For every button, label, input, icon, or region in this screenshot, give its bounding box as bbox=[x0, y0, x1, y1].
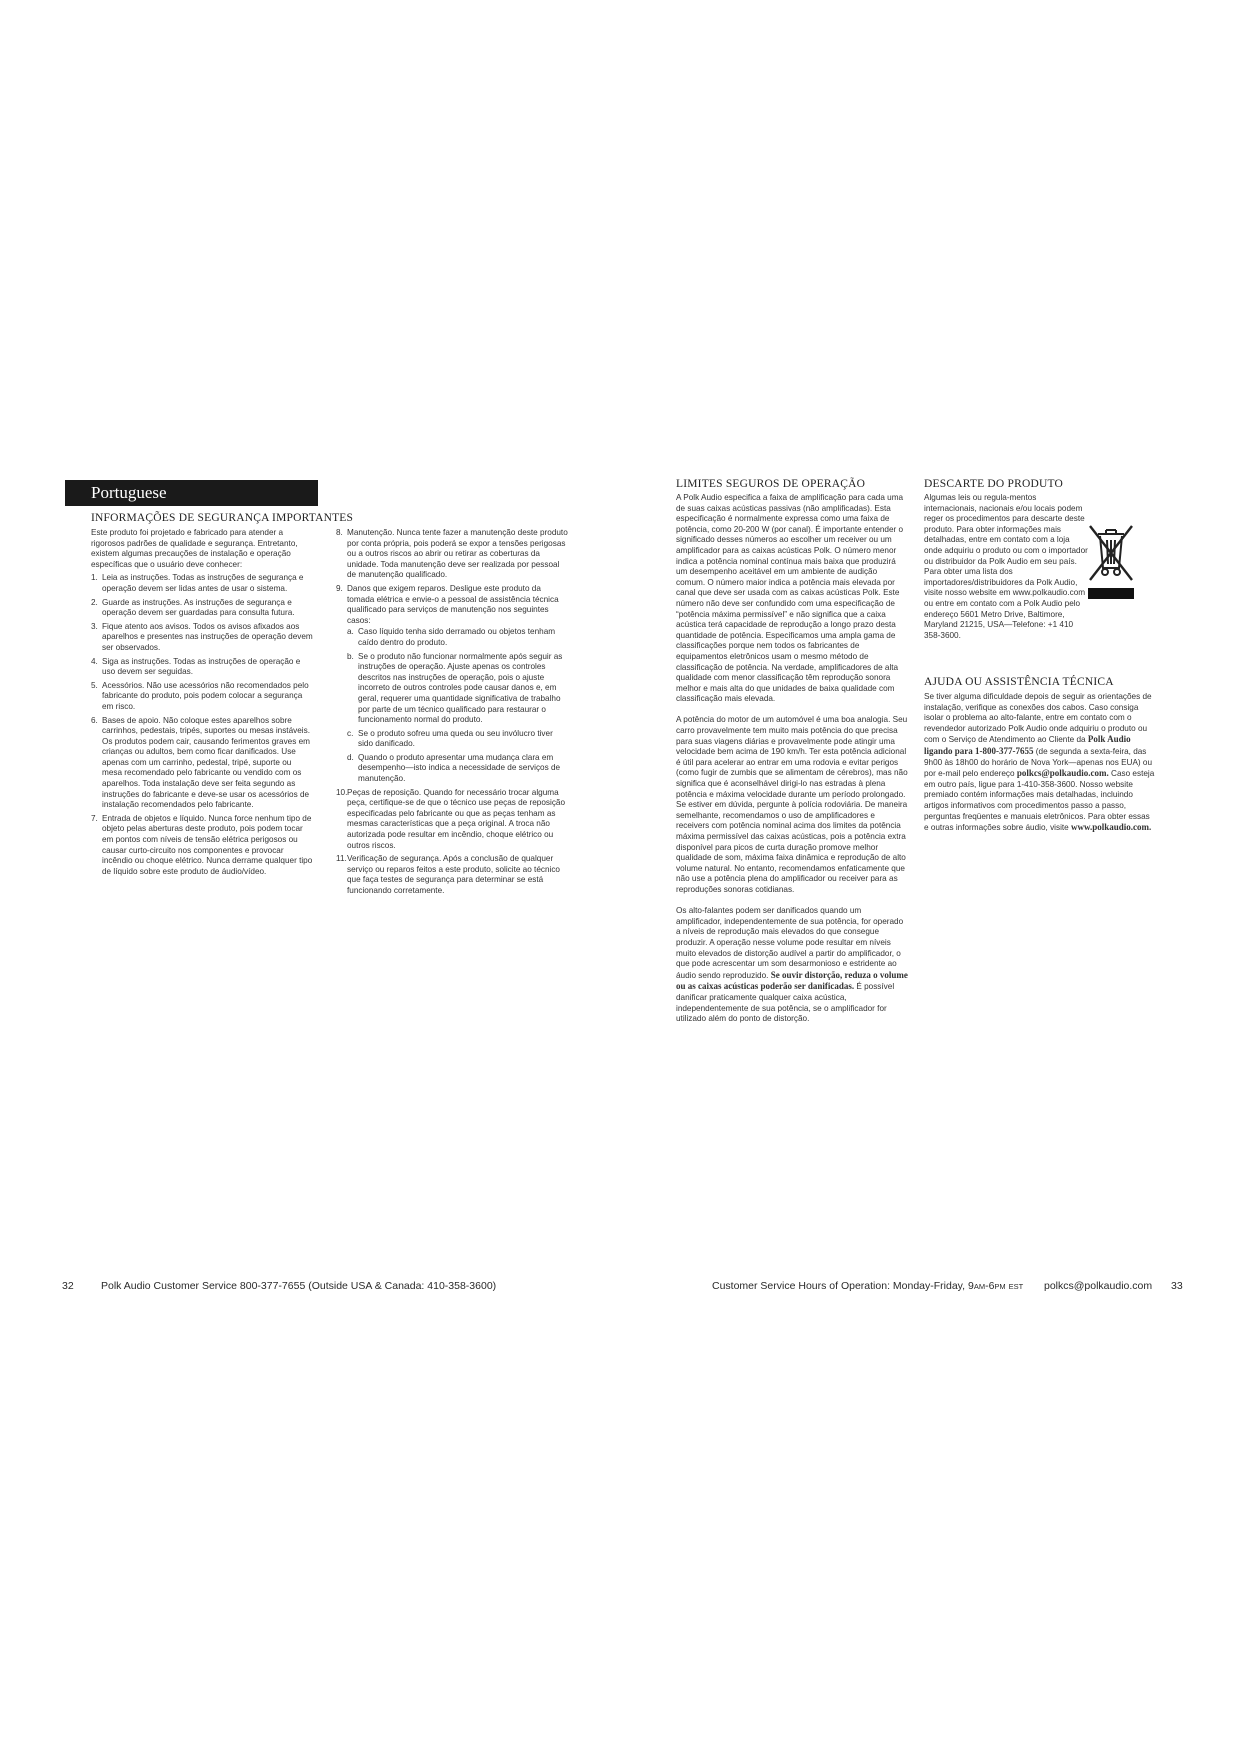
website-link[interactable]: www.polkaudio.com. bbox=[1071, 822, 1152, 833]
help-title: AJUDA OU ASSISTÊNCIA TÉCNICA bbox=[924, 676, 1114, 688]
safety-list-2 bbox=[336, 528, 570, 897]
limits-text bbox=[676, 493, 908, 1025]
sub-item: b. Se o produto não funcionar normalmente após seguir as instruções de operação. Ajuste apenas os controles descritos nas instruções de operação, pois o ajuste incorreto de outros controles pode causar danos e, em geral, requerer uma quantidade significativa de trabalho por parte de um técnico qualificado para restaurar o funcionamento normal do produto. bbox=[347, 651, 563, 725]
disposal-title: DESCARTE DO PRODUTO bbox=[924, 478, 1063, 490]
list-item: 7. Entrada de objetos e líquido. Nunca force nenhum tipo de objeto pelas aberturas deste produto, pois podem tocar em pontos com níveis de tensão elétrica perigosos ou causar curto-circuito nos componentes e provocar incêndio ou choque elétrico. Nunca derrame qualquer tipo de líquido sobre este produto de áudio/vídeo. bbox=[91, 813, 313, 876]
left-footer-service: Polk Audio Customer Service 800-377-7655 (Outside USA & Canada: 410-358-3600) bbox=[101, 1280, 497, 1292]
footer-email-link[interactable]: polkcs@polkaudio.com bbox=[1044, 1280, 1153, 1292]
list-item: 11. Verificação de segurança. Após a conclusão de qualquer serviço ou reparos feitos a este produto, solicite ao técnico que faça testes de segurança para determinar se está funcionando corretamente. bbox=[336, 854, 560, 895]
support-email-link[interactable]: polkcs@polkaudio.com. bbox=[1016, 768, 1109, 779]
safety-title: INFORMAÇÕES DE SEGURANÇA IMPORTANTES bbox=[91, 512, 354, 524]
damage-sublist bbox=[347, 627, 570, 784]
list-item: 5. Acessórios. Não use acessórios não recomendados pelo fabricante do produto, pois podem colocar a segurança em risco. bbox=[91, 680, 309, 711]
list-item: 8. Manutenção. Nunca tente fazer a manutenção deste produto por conta própria, pois poderá se expor a tensões perigosas ou a outros riscos ao abrir ou retirar as coberturas da unidade. Toda manutenção deve ser realizada por pessoal de manutenção qualificado. bbox=[336, 528, 568, 580]
left-page-number: 32 bbox=[62, 1280, 74, 1292]
right-footer-hours: Customer Service Hours of Operation: Monday-Friday, 9AM-6PM EST bbox=[712, 1280, 1024, 1292]
safety-list-1 bbox=[91, 573, 313, 877]
list-item: 6. Bases de apoio. Não coloque estes aparelhos sobre carrinhos, pedestais, tripés, suportes ou mesas instáveis. Os produtos podem cair, causando ferimentos graves em crianças ou adultos, bem como ficar danificados. Use apenas com um carrinho, pedestal, tripé, suporte ou mesa recomendado pelo fabricante ou vendido com os aparelhos. Toda instalação deve ser feita segundo as instruções do fabricante e deve-se usar os acessórios de instalação recomendados pelo fabricante. bbox=[91, 715, 310, 810]
list-item: 3. Fique atento aos avisos. Todos os avisos afixados aos aparelhos e presentes nas instruções de operação devem ser observados. bbox=[91, 621, 313, 652]
limits-paragraph-2: A potência do motor de um automóvel é uma boa analogia. Seu carro provavelmente tem muito mais potência do que precisa para suas viagens diárias e provavelmente pode atingir uma velocidade bem acima de 190 km/h. Ter esta potência adicional é útil para acelerar ao entrar em uma rodovia e evitar perigos (como fugir de zumbis que se alimentam de cérebros), mas não significa que é aconselhável dirigi-lo nas estradas à plena potência e máxima velocidade durante um período prolongado. Se estiver em dúvida, pergunte à polícia rodoviária. De maneira semelhante, recomendamos o uso de amplificadores e receivers com potência nominal acima dos limites da potência máxima permissível das caixas acústicas, pois a potência extra disponível para picos de curta duração promove melhor qualidade de som, máxima faixa dinâmica e reprodução de alto volume natural. No entanto, recomendamos enfaticamente que não use a potência plena do amplificador ou receiver para as reproduções sonoras cotidianas. bbox=[676, 715, 908, 894]
language-tab bbox=[65, 480, 318, 506]
limits-paragraph-1: A Polk Audio especifica a faixa de amplificação para cada uma de suas caixas acústicas passivas (não amplificadas). Esta especificação é normalmente expressa como uma faixa de potência, como 20-200 W (por canal). É importante entender o significado desses números ao escolher um receiver ou um amplificador para as caixas acústicas Polk. O número menor indica a potência nominal contínua mais baixa que produzirá um desempenho aceitável em um ambiente de audição comum. O número maior indica a potência mais elevada por canal que deve ser usada com as caixas acústicas Polk. Este número não deve ser confundido com uma especificação de “potência máxima permissível” e não significa que a caixa acústica terá capacidade de reprodução a longo prazo desta quantidade de potência. Especificamos uma ampla gama de classificações porque nem todos os fabricantes de equipamentos eletrônicos usam o mesmo método de classificação de potência. Na verdade, amplificadores de alta qualidade com menor classificação têm reprodução sonora melhor e mais alta do que unidades de baixa qualidade com classificação mais elevada. bbox=[676, 493, 904, 704]
right-page-number: 33 bbox=[1171, 1280, 1183, 1292]
list-item: 1. Leia as instruções. Todas as instruções de segurança e operação devem ser lidas antes de usar o sistema. bbox=[91, 573, 304, 593]
distortion-warning: Se ouvir distorção, reduza o volume ou as caixas acústicas poderão ser danificadas. bbox=[676, 969, 908, 992]
safety-column-1 bbox=[91, 528, 313, 880]
help-text: Se tiver alguma dificuldade depois de seguir as orientações de instalação, verifique as conexões dos cabos. Caso consiga isolar o problema ao alto-falante, entre em contato com o revendedor autorizado Polk Audio onde adquiriu o produto ou com o Serviço de Atendimento ao Cliente da Polk Audio ligando para 1-800-377-7655 (de segunda a sexta-feira, das 9h00 às 18h00 do horário de Nova York—apenas nos EUA) ou por e-mail pelo endereço polkcs@polkaudio.com. Caso esteja em outro país, ligue para 1-410-358-3600. Nosso website premiado contém informações mais detalhadas, incluindo artigos informativos com procedimentos passo a passo, perguntas freqüentes e manuais eletrônicos. Para obter essas e outras informações sobre áudio, visite www.polkaudio.com. bbox=[924, 692, 1155, 833]
list-item: 10. Peças de reposição. Quando for necessário trocar alguma peça, certifique-se de que o técnico use peças de reposição especificadas pelo fabricante ou que as peças tenham as mesmas características que a peça original. A troca não autorizada pode resultar em incêndio, choque elétrico ou outros riscos. bbox=[336, 787, 566, 850]
support-phone: Polk Audio ligando para 1-800-377-7655 bbox=[924, 734, 1131, 756]
disposal-text: Algumas leis ou regula-mentos internacionais, nacionais e/ou locais podem reger os procedimentos para descarte deste produto. Para obter informações mais detalhadas, entre em contato com a loja onde adquiriu o produto ou com o importador ou distribuidor da Polk Audio em seu país. Para obter uma lista dos importadores/distribuidores da Polk Audio, visite nosso website em www.polkaudio.com ou entre em contato com a Polk Audio pelo endereço 5601 Metro Drive, Baltimore, Maryland 21215, USA—Telefone: +1 410 358-3600. bbox=[924, 493, 1088, 640]
sub-item: a. Caso líquido tenha sido derramado ou objetos tenham caído dentro do produto. bbox=[347, 627, 556, 647]
limits-title: LIMITES SEGUROS DE OPERAÇÃO bbox=[676, 478, 866, 490]
sub-item: d. Quando o produto apresentar uma mudança clara em desempenho—isto indica a necessidade de serviços de manutenção. bbox=[347, 752, 561, 784]
sub-item: c. Se o produto sofreu uma queda ou seu invólucro tiver sido danificado. bbox=[347, 728, 553, 749]
safety-intro: Este produto foi projetado e fabricado para atender a rigorosos padrões de qualidade e segurança. Entretanto, existem algumas precauções de instalação e operação específicas que o usuário deve conhecer: bbox=[91, 528, 298, 569]
safety-column-2 bbox=[336, 528, 570, 900]
list-item: 9. Danos que exigem reparos. Desligue este produto da tomada elétrica e envie-o a pessoal de assistência técnica qualificado para serviços de manutenção nos seguintes casos: a. Caso líquido tenha sido derramado ou objetos tenham caído dentro do produto. b. Se o produto não funcionar normalmente após seguir as instruções de operação. Ajuste apenas os controles descritos nas instruções de operação, pois o ajuste incorreto de outros controles pode causar danos e, em geral, requerer uma quantidade significativa de trabalho por parte de um técnico qualificado para restaurar o funcionamento normal do produto. c. Se o produto sofreu uma queda ou seu invólucro tiver sido danificado. d. Quando o produto apresentar uma mudança clara em desempenho—isto indica a necessidade de serviços de manutenção. bbox=[336, 584, 570, 785]
weee-crossed-bin-icon bbox=[1088, 522, 1134, 604]
limits-paragraph-3: Os alto-falantes podem ser danificados quando um amplificador, independentemente de sua potência, for operado a níveis de reprodução mais elevados do que consegue produzir. A operação nesse volume pode resultar em níveis muito elevados de distorção audível a partir do amplificador, o que pode acrescentar um som desarmonioso e estridente ao áudio sendo reproduzido. Se ouvir distorção, reduza o volume ou as caixas acústicas poderão ser danificadas. É possível danificar praticamente qualquer caixa acústica, independentemente de sua potência, se o amplificador for utilizado além do ponto de distorção. bbox=[676, 906, 908, 1024]
list-item: 4. Siga as instruções. Todas as instruções de operação e uso devem ser seguidas. bbox=[91, 656, 301, 677]
list-item: 2. Guarde as instruções. As instruções de segurança e operação devem ser guardadas para consulta futura. bbox=[91, 597, 295, 618]
language-tab-label: Portuguese bbox=[91, 483, 167, 502]
